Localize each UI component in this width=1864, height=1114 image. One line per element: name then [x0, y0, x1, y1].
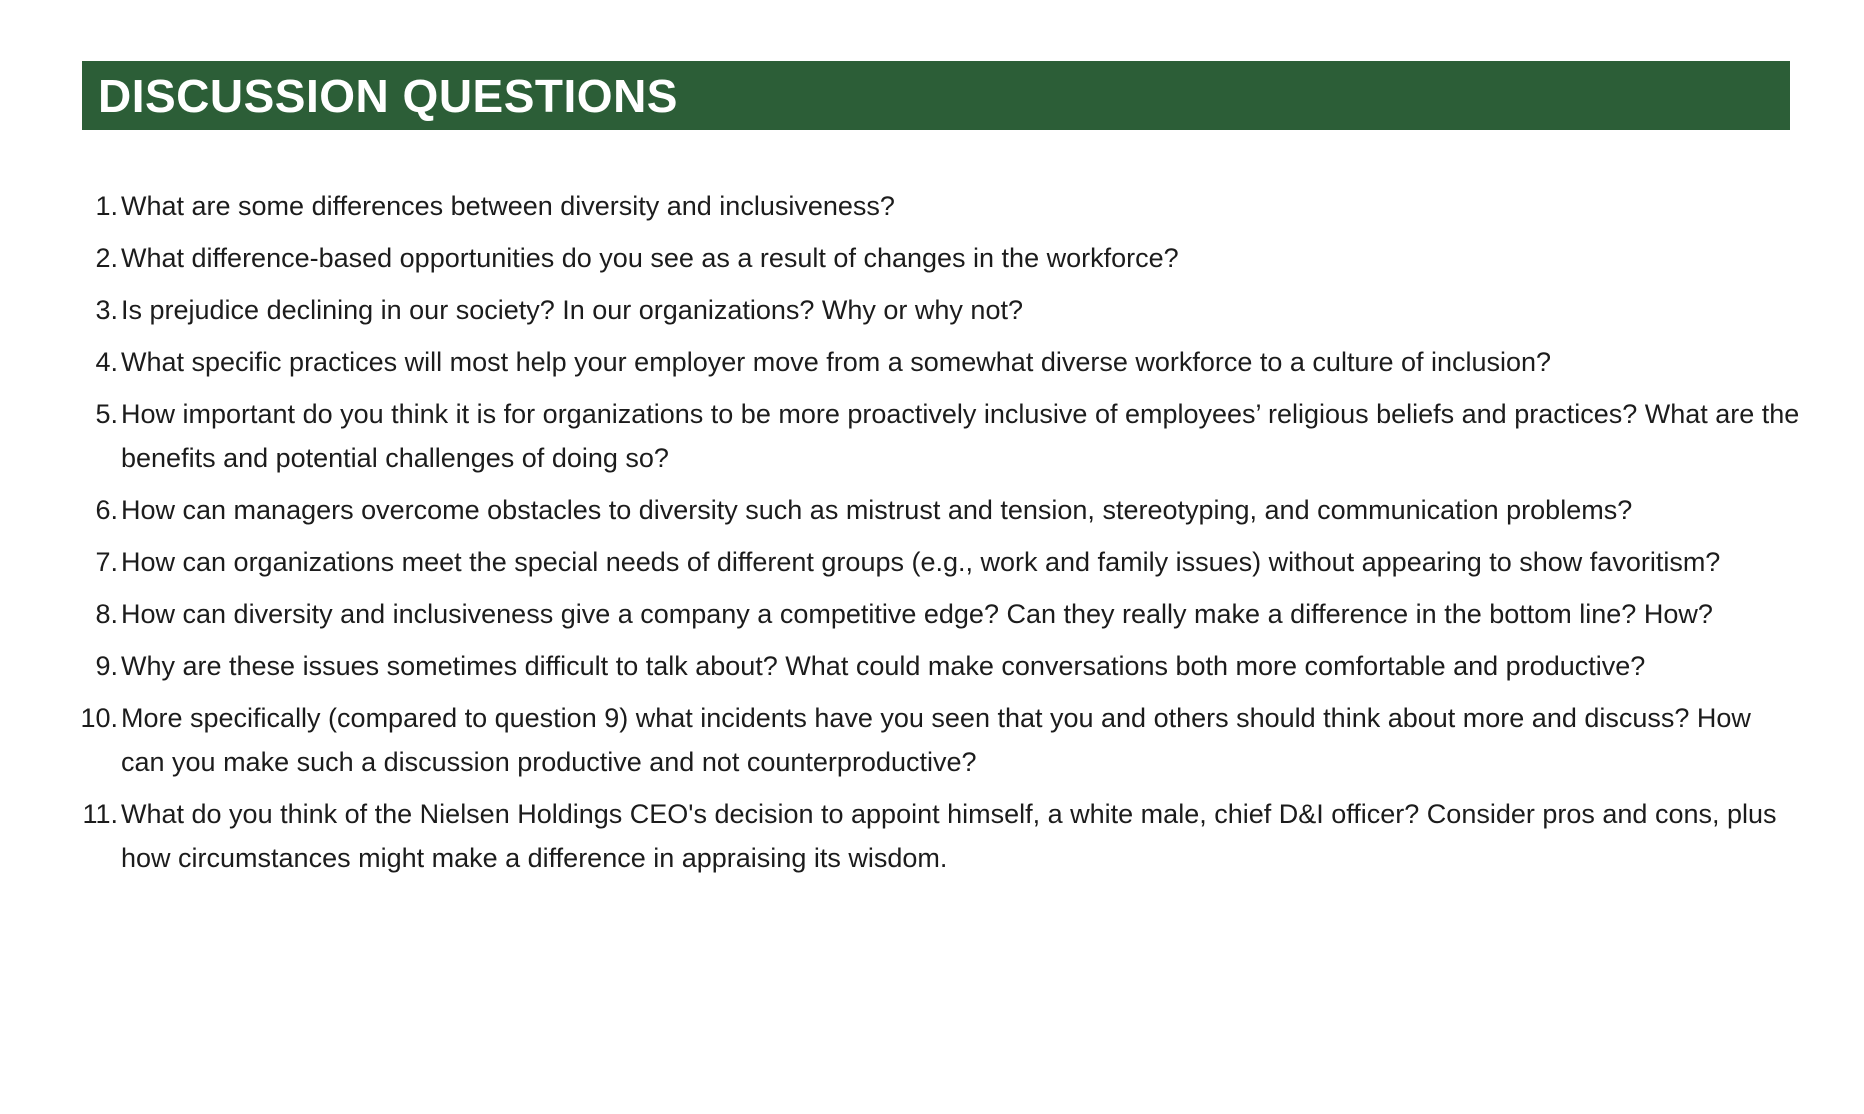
question-text: Why are these issues sometimes difficult to talk about? What could make conversations both more comfortable and productive? [121, 651, 1646, 681]
section-title: DISCUSSION QUESTIONS [98, 69, 678, 122]
question-number: 11. [82, 799, 118, 829]
question-item-8 [60, 592, 1800, 636]
question-text: How can organizations meet the special needs of different groups (e.g., work and family issues) without appearing to show favoritism? [121, 547, 1721, 577]
question-item-6 [60, 488, 1800, 532]
section-header-bar [82, 61, 1790, 130]
question-text: What specific practices will most help your employer move from a somewhat diverse workforce to a culture of inclusion? [121, 347, 1552, 377]
question-item-9 [60, 644, 1800, 688]
question-number: 3. [95, 295, 118, 325]
question-item-4 [60, 340, 1800, 384]
question-item-7 [60, 540, 1800, 584]
question-number: 1. [95, 191, 118, 221]
question-item-11 [60, 792, 1800, 880]
question-number: 9. [95, 651, 118, 681]
question-text: How can diversity and inclusiveness give a company a competitive edge? Can they really make a difference in the bottom line? How? [121, 599, 1713, 629]
question-number: 10. [80, 703, 118, 733]
question-text: How important do you think it is for organizations to be more proactively inclusive of employees’ religious beliefs and practices? What are the benefits and potential challenges of doing so? [121, 399, 1800, 473]
question-number: 5. [95, 399, 118, 429]
question-item-2 [60, 236, 1800, 280]
question-text: Is prejudice declining in our society? In our organizations? Why or why not? [121, 295, 1023, 325]
question-text: More specifically (compared to question 9) what incidents have you seen that you and others should think about more and discuss? How can you make such a discussion productive and not counterproductive? [121, 703, 1751, 777]
question-item-3 [60, 288, 1800, 332]
question-number: 4. [95, 347, 118, 377]
question-number: 2. [95, 243, 118, 273]
question-number: 6. [95, 495, 118, 525]
question-text: What do you think of the Nielsen Holdings CEO's decision to appoint himself, a white male, chief D&I officer? Consider pros and cons, plus how circumstances might make a difference in appraising its wisdom. [121, 799, 1777, 873]
question-text: How can managers overcome obstacles to diversity such as mistrust and tension, stereotyping, and communication problems? [121, 495, 1633, 525]
question-text: What difference-based opportunities do you see as a result of changes in the workforce? [121, 243, 1179, 273]
question-number: 8. [95, 599, 118, 629]
question-text: What are some differences between diversity and inclusiveness? [121, 191, 895, 221]
question-number: 7. [95, 547, 118, 577]
question-item-10 [60, 696, 1800, 784]
question-item-5 [60, 392, 1800, 480]
discussion-question-list [60, 184, 1800, 888]
question-item-1 [60, 184, 1800, 228]
